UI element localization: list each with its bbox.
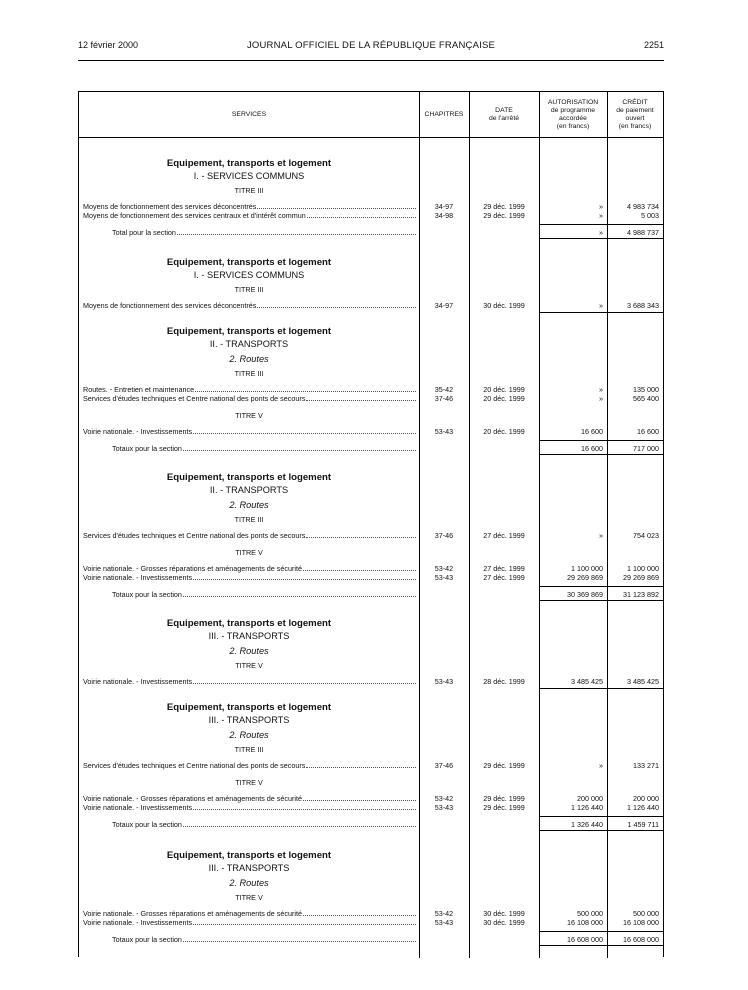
row-chapitre: 34-97 [434,301,454,310]
total-rule [607,816,663,817]
total-autorisation: 16 608 000 [567,935,603,944]
row-credit: 1 100 000 [627,564,659,573]
row-label-text: Services d'études techniques et Centre national des ponts de secours [83,394,306,403]
row-chapitre: 37-46 [434,531,454,540]
total-credit: 1 459 711 [627,820,659,829]
row-label [83,211,417,220]
section-end-rule [607,688,663,689]
total-rule [539,224,607,225]
total-label-text: Totaux pour la section [112,820,182,829]
total-autorisation: » [599,228,603,237]
row-chapitre: 35-42 [434,385,454,394]
total-label-text: Total pour la section [112,228,176,237]
section-ministry-title: Equipement, transports et logement [166,618,332,629]
row-date: 20 déc. 1999 [483,427,525,436]
titre-heading: TITRE V [235,893,263,902]
total-rule [607,830,663,831]
header-rule [78,60,664,61]
total-credit: 31 123 892 [623,590,659,599]
row-autorisation: 500 000 [577,909,603,918]
row-date: 20 déc. 1999 [483,385,525,394]
row-autorisation: 1 126 440 [571,803,603,812]
row-label [83,761,417,770]
row-chapitre: 53-43 [434,803,454,812]
total-label [112,590,417,599]
total-label [112,820,417,829]
row-credit: 133 271 [633,761,659,770]
row-label [83,677,417,686]
section-end-rule [539,312,607,313]
titre-heading: TITRE III [234,369,264,378]
total-rule [539,586,607,587]
row-date: 29 déc. 1999 [483,761,525,770]
total-credit: 16 608 000 [623,935,659,944]
total-rule [539,440,607,441]
row-label [83,573,417,582]
row-autorisation: » [599,211,603,220]
section-ministry-title: Equipement, transports et logement [166,158,332,169]
row-autorisation: » [599,202,603,211]
row-credit: 754 023 [633,531,659,540]
row-date: 30 déc. 1999 [483,909,525,918]
row-autorisation: 3 485 425 [571,677,603,686]
row-date: 29 déc. 1999 [483,803,525,812]
col-divider [469,92,470,958]
total-rule [607,238,663,239]
row-chapitre: 34-98 [434,211,454,220]
row-label [83,394,417,403]
row-chapitre: 34-97 [434,202,454,211]
row-chapitre: 53-43 [434,427,454,436]
titre-heading: TITRE III [234,515,264,524]
row-label-text: Moyens de fonctionnement des services déconcentrés [83,301,257,310]
row-date: 29 déc. 1999 [483,211,525,220]
row-label-text: Voirie nationale. - Investissements [83,573,193,582]
row-label-text: Routes. - Entretien et maintenance [83,385,195,394]
dot-leader [195,385,416,392]
total-label-text: Totaux pour la section [112,444,182,453]
row-date: 30 déc. 1999 [483,301,525,310]
dot-leader [183,935,416,942]
total-label-text: Totaux pour la section [112,935,182,944]
row-label-text: Services d'études techniques et Centre national des ponts de secours [83,761,306,770]
row-label [83,803,417,812]
total-rule [539,600,607,601]
row-chapitre: 53-43 [434,573,454,582]
row-credit: 1 126 440 [627,803,659,812]
journal-title: JOURNAL OFFICIEL DE LA RÉPUBLIQUE FRANÇAISE [246,40,496,51]
section-ministry-title: Equipement, transports et logement [166,257,332,268]
row-label [83,202,417,211]
titre-heading: TITRE V [235,778,263,787]
row-chapitre: 53-42 [434,909,454,918]
total-rule [607,600,663,601]
row-credit: 3 688 343 [627,301,659,310]
row-date: 30 déc. 1999 [483,918,525,927]
row-label-text: Voirie nationale. - Grosses réparations et aménagements de sécurité [83,564,302,573]
total-rule [539,945,607,946]
section-division-title: II. - TRANSPORTS [209,485,289,495]
row-credit: 16 600 [637,427,659,436]
total-rule [607,454,663,455]
row-autorisation: 16 600 [581,427,603,436]
total-rule [607,224,663,225]
dot-leader [303,909,416,916]
section-ministry-title: Equipement, transports et logement [166,472,332,483]
row-credit: 135 000 [633,385,659,394]
total-rule [539,830,607,831]
section-division-title: III. - TRANSPORTS [208,863,290,873]
titre-heading: TITRE V [235,661,263,670]
total-autorisation: 30 369 869 [567,590,603,599]
dot-leader [303,564,416,571]
row-autorisation: » [599,761,603,770]
titre-heading: TITRE V [235,548,263,557]
row-label-text: Services d'études techniques et Centre national des ponts de secours [83,531,306,540]
total-rule [539,816,607,817]
dot-leader [257,202,416,209]
row-date: 28 déc. 1999 [483,677,525,686]
row-label-text: Moyens de fonctionnement des services déconcentrés [83,202,257,211]
row-credit: 5 003 [641,211,659,220]
total-rule [607,931,663,932]
row-autorisation: 200 000 [577,794,603,803]
total-label [112,935,417,944]
row-credit: 3 485 425 [627,677,659,686]
row-label-text: Voirie nationale. - Investissements [83,803,193,812]
total-label-text: Totaux pour la section [112,590,182,599]
row-date: 27 déc. 1999 [483,531,525,540]
dot-leader [183,590,416,597]
row-credit: 29 269 869 [623,573,659,582]
row-credit: 4 983 734 [627,202,659,211]
row-autorisation: 16 108 000 [567,918,603,927]
section-subdivision-title: 2. Routes [229,500,269,510]
total-rule [539,454,607,455]
dot-leader [307,211,416,218]
dot-leader [193,677,416,684]
credits-table [78,91,664,957]
row-label [83,385,417,394]
row-label [83,564,417,573]
col-header-autorisation: AUTORISATION de programme accordée (en francs) [547,98,599,130]
dot-leader [306,531,416,538]
section-ministry-title: Equipement, transports et logement [166,702,332,713]
dot-leader [193,573,416,580]
section-ministry-title: Equipement, transports et logement [166,326,332,337]
issue-date: 12 février 2000 [78,40,139,50]
row-autorisation: 29 269 869 [567,573,603,582]
section-division-title: I. - SERVICES COMMUNS [193,171,305,181]
total-credit: 4 988 737 [627,228,659,237]
section-subdivision-title: 2. Routes [229,878,269,888]
total-label [112,444,417,453]
row-label-text: Voirie nationale. - Investissements [83,427,193,436]
row-label [83,918,417,927]
dot-leader [303,794,416,801]
row-autorisation: » [599,385,603,394]
row-credit: 16 108 000 [623,918,659,927]
dot-leader [183,820,416,827]
row-chapitre: 53-43 [434,677,454,686]
row-label [83,301,417,310]
col-header-chapitres: CHAPITRES [424,110,464,118]
dot-leader [193,803,416,810]
page-number: 2251 [643,40,664,50]
col-header-services: SERVICES [231,110,267,118]
total-rule [539,931,607,932]
dot-leader [183,444,416,451]
row-chapitre: 37-46 [434,394,454,403]
row-label-text: Moyens de fonctionnement des services centraux et d'intérêt commun [83,211,306,220]
row-autorisation: 1 100 000 [571,564,603,573]
dot-leader [306,394,416,401]
row-label [83,794,417,803]
section-subdivision-title: 2. Routes [229,354,269,364]
col-header-date: DATE de l'arrêté [488,106,519,122]
titre-heading: TITRE III [234,745,264,754]
row-label-text: Voirie nationale. - Grosses réparations et aménagements de sécurité [83,909,302,918]
section-division-title: II. - TRANSPORTS [209,339,289,349]
row-label-text: Voirie nationale. - Investissements [83,918,193,927]
page-header [78,40,664,54]
total-rule [607,945,663,946]
section-subdivision-title: 2. Routes [229,646,269,656]
total-rule [607,440,663,441]
row-label [83,909,417,918]
dot-leader [193,427,416,434]
section-division-title: I. - SERVICES COMMUNS [193,270,305,280]
dot-leader [193,918,416,925]
titre-heading: TITRE V [235,411,263,420]
total-label [112,228,417,237]
row-credit: 200 000 [633,794,659,803]
row-label-text: Voirie nationale. - Grosses réparations et aménagements de sécurité [83,794,302,803]
row-credit: 500 000 [633,909,659,918]
table-header [79,92,663,138]
row-date: 27 déc. 1999 [483,564,525,573]
dot-leader [177,228,416,235]
total-autorisation: 1 326 440 [571,820,603,829]
section-division-title: III. - TRANSPORTS [208,631,290,641]
row-date: 29 déc. 1999 [483,794,525,803]
row-credit: 565 400 [633,394,659,403]
row-autorisation: » [599,394,603,403]
row-date: 20 déc. 1999 [483,394,525,403]
row-label-text: Voirie nationale. - Investissements [83,677,193,686]
section-end-rule [607,312,663,313]
dot-leader [257,301,416,308]
titre-heading: TITRE III [234,285,264,294]
section-subdivision-title: 2. Routes [229,730,269,740]
total-credit: 717 000 [633,444,659,453]
row-label [83,531,417,540]
row-date: 29 déc. 1999 [483,202,525,211]
dot-leader [306,761,416,768]
col-divider [419,92,420,958]
row-autorisation: » [599,301,603,310]
total-rule [539,238,607,239]
row-chapitre: 37-46 [434,761,454,770]
row-date: 27 déc. 1999 [483,573,525,582]
section-division-title: III. - TRANSPORTS [208,715,290,725]
row-autorisation: » [599,531,603,540]
total-rule [607,586,663,587]
col-header-credit: CRÉDIT de paiement ouvert (en francs) [616,98,654,130]
row-chapitre: 53-42 [434,564,454,573]
row-chapitre: 53-43 [434,918,454,927]
row-chapitre: 53-42 [434,794,454,803]
section-ministry-title: Equipement, transports et logement [166,850,332,861]
section-end-rule [539,688,607,689]
titre-heading: TITRE III [234,186,264,195]
row-label [83,427,417,436]
total-autorisation: 16 600 [581,444,603,453]
